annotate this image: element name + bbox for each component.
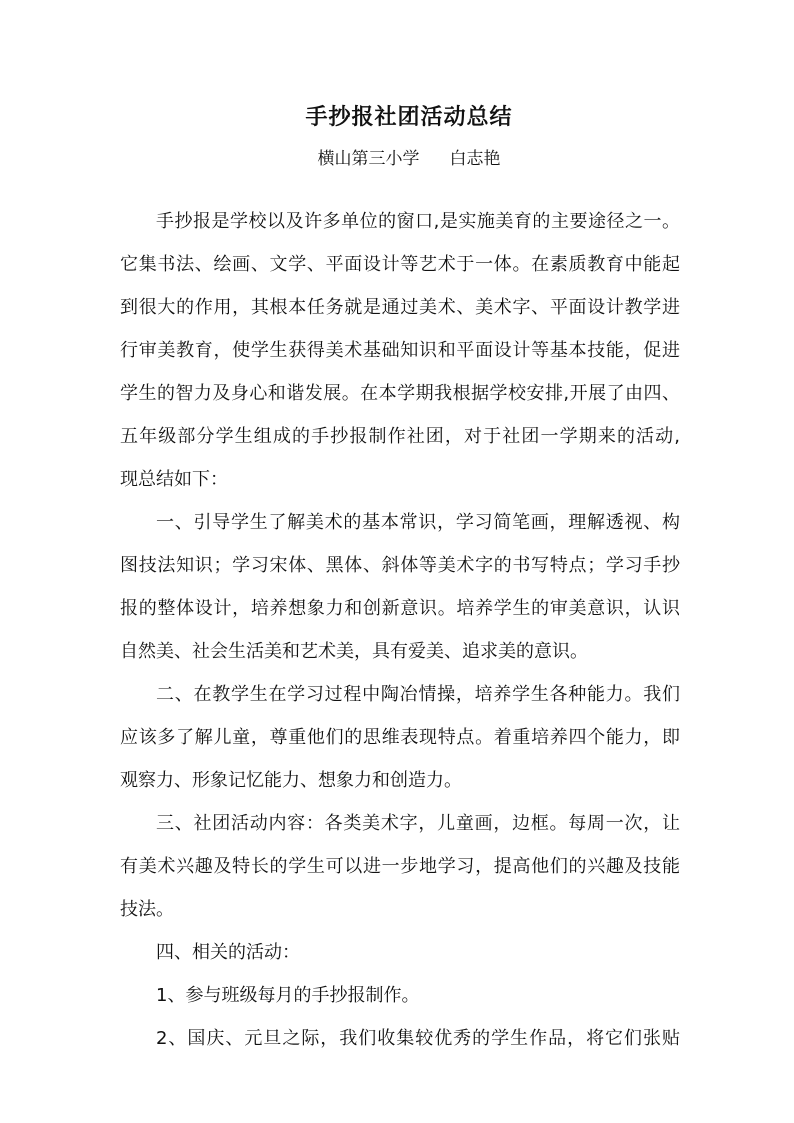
body-line: 自然美、社会生活美和艺术美，具有爱美、追求美的意识。 <box>120 641 588 662</box>
author-name: 白志艳 <box>449 149 501 169</box>
body-line: 图技法知识；学习宋体、黑体、斜体等美术字的书写特点；学习手抄 <box>120 555 680 576</box>
body-line: 手抄报是学校以及许多单位的窗口,是实施美育的主要途径之一。 <box>156 211 680 232</box>
body-line: 到很大的作用，其根本任务就是通过美术、美术字、平面设计教学进 <box>120 297 680 318</box>
body-line: 它集书法、绘画、文学、平面设计等艺术于一体。在素质教育中能起 <box>120 254 680 275</box>
body-line: 报的整体设计，培养想象力和创新意识。培养学生的审美意识，认识 <box>120 598 680 619</box>
body-line: 有美术兴趣及特长的学生可以进一步地学习，提高他们的兴趣及技能 <box>120 856 680 877</box>
body-line: 三、社团活动内容：各类美术字，儿童画，边框。每周一次，让 <box>156 813 680 834</box>
body-line: 应该多了解儿童，尊重他们的思维表现特点。着重培养四个能力，即 <box>120 727 680 748</box>
body-line: 一、引导学生了解美术的基本常识，学习简笔画，理解透视、构 <box>156 512 680 533</box>
body-line: 2、国庆、元旦之际，我们收集较优秀的学生作品，将它们张贴 <box>156 1028 680 1049</box>
body-line: 学生的智力及身心和谐发展。在本学期我根据学校安排,开展了由四、 <box>120 383 680 404</box>
document-title: 手抄报社团活动总结 <box>305 105 513 130</box>
body-line: 1、参与班级每月的手抄报制作。 <box>156 985 420 1006</box>
body-line: 二、在教学生在学习过程中陶冶情操，培养学生各种能力。我们 <box>156 684 680 705</box>
author-school: 横山第三小学 <box>317 149 420 169</box>
author-line <box>0 146 794 172</box>
body-line: 现总结如下： <box>120 469 228 490</box>
body-line: 五年级部分学生组成的手抄报制作社团，对于社团一学期来的活动, <box>120 426 680 447</box>
body-line: 四、相关的活动： <box>156 942 300 963</box>
body-line: 观察力、形象记忆能力、想象力和创造力。 <box>120 770 462 791</box>
body-line: 技法。 <box>120 899 174 920</box>
body-line: 行审美教育，使学生获得美术基础知识和平面设计等基本技能，促进 <box>120 340 680 361</box>
